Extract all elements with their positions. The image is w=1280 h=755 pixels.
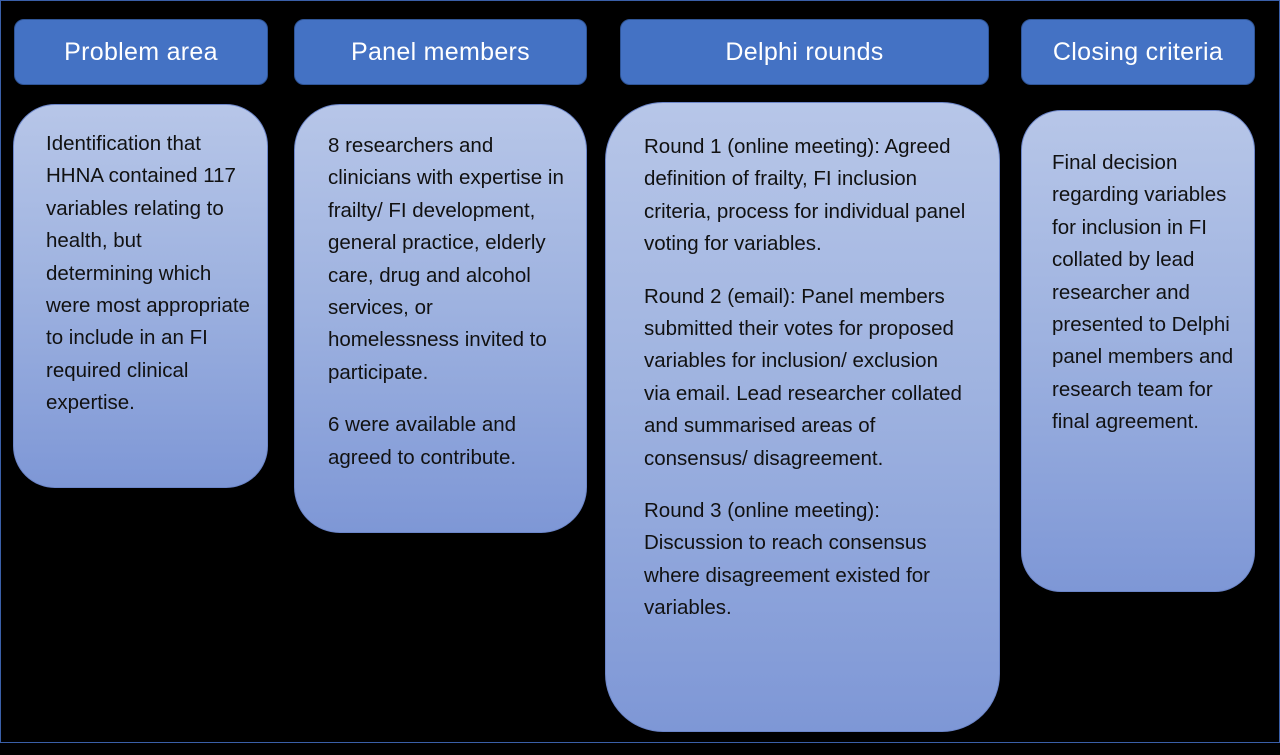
- panel-members-text-1: 8 researchers and clinicians with expertise in frailty/ FI development, general practice, elderly care, drug and alcohol services, or homelessness invited to participate.: [328, 134, 564, 384]
- box-problem-area: [13, 104, 268, 488]
- delphi-round-1-text: Round 1 (online meeting): Agreed definition of frailty, FI inclusion criteria, process for individual panel voting for variables.: [644, 135, 966, 256]
- header-panel-members: Panel members: [294, 19, 587, 85]
- box-closing-criteria: [1021, 110, 1255, 592]
- box-panel-members: [294, 104, 587, 533]
- header-delphi-rounds: Delphi rounds: [620, 19, 989, 85]
- problem-area-text: Identification that HHNA contained 117 variables relating to health, but determining which were most appropriate to include in an FI required clinical expertise.: [46, 132, 250, 415]
- delphi-round-2-text: Round 2 (email): Panel members submitted their votes for proposed variables for inclusion/ exclusion via email. Lead researcher collated and summarised areas of consensus/ disagreement.: [644, 284, 962, 470]
- header-closing-criteria: Closing criteria: [1021, 19, 1255, 85]
- box-delphi-rounds: [605, 102, 1000, 732]
- closing-criteria-text: Final decision regarding variables for inclusion in FI collated by lead researcher and presented to Delphi panel members and research team for final agreement.: [1052, 151, 1234, 434]
- panel-members-text-2: 6 were available and agreed to contribute.: [328, 413, 517, 469]
- header-problem-area: Problem area: [14, 19, 268, 85]
- delphi-round-3-text: Round 3 (online meeting): Discussion to reach consensus where disagreement existed for variables.: [644, 499, 931, 620]
